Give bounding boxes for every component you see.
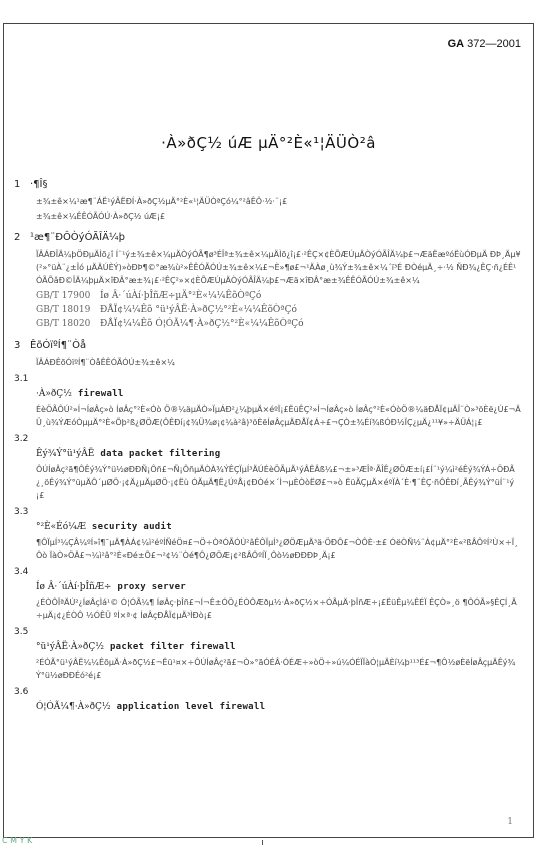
term-name: ·À»ðÇ½ xyxy=(36,389,72,399)
standard-code: 372—2001 xyxy=(467,38,521,50)
section-title: ·¶Î§ xyxy=(30,179,48,190)
term-number: 3.1 xyxy=(14,374,29,384)
term-number: 3.3 xyxy=(14,507,29,517)
reference-item xyxy=(14,317,522,331)
term-entry xyxy=(14,388,522,401)
term-definition: ÔÚÍøÂç²ã¶ÔÊý¾Ý°ü½øÐÐÑ¡Ôñ£¬Ñ¡ÔñµÄÒÀ¾ÝÊÇÏµÍ³ÄÚÉèÖÃµÄ¹ýÂËÂß¼£¬±»³ÆÎª·ÃÎÊ¿ØÖÆ±í¡£Í¨¹ý¼ì²éÊý¾ÝÁ÷ÖÐÃ¿¸öÊý¾Ý°üµÄÔ´µØÖ·¡¢Ä¿µÄµØÖ·¡¢Ëù ÓÃµÄ¶Ë¿ÚºÅ¡¢ÐÒé×´Ì¬µÈÒòËØ£¬»ò ËüÃÇµÄ×éºÏÀ´È·¶¨ÊÇ·ñÔÊÐí¸ÃÊý¾Ý°üÍ¨¹ý¡£ xyxy=(36,465,515,500)
reference-code: GB/T 17900 xyxy=(36,291,91,301)
term-number: 3.2 xyxy=(14,434,29,444)
term-definition: ²ÉÓÃ°ü¹ýÂË¼¼ÊõµÄ·À»ðÇ½£¬Ëü¹¤×÷ÔÚÍøÂç²ã£¬Ò»°ãÓÉÂ·ÓÉÆ÷»òÖ÷»ú¼ÓÉÏÏàÓ¦µÄÈí¼þ¹¹³É£¬¶Ô½øÈëÍøÂçµÄÊý¾Ý°ü½øÐÐÉó²é¡£ xyxy=(36,658,516,680)
paragraph: ÏÂÁÐÊõÓïºÍ¶¨ÒåÊÊÓÃÓÚ±¾±ê×¼ xyxy=(36,358,175,367)
document-body xyxy=(14,170,522,716)
term-english: packet filter firewall xyxy=(109,642,236,652)
term-number: 3.6 xyxy=(14,687,29,697)
reference-item xyxy=(14,303,522,317)
paragraph: ±¾±ê×¼¹æ¶¨ÁË¹ýÂËÐÍ·À»ðÇ½µÄ°²È«¹¦ÄÜÒªÇó¼°²âÊÔ·½·¨¡£ xyxy=(36,197,288,206)
reference-item xyxy=(14,289,522,303)
registration-mark xyxy=(262,840,263,845)
page-number: 1 xyxy=(507,817,513,827)
section-title: ÊõÓïºÍ¶¨Òå xyxy=(30,340,87,351)
reference-title: Íø Â·´úÀí·þÎñÆ÷µÄ°²È«¼¼ÊõÒªÇó xyxy=(100,291,262,301)
term-name: Êý¾Ý°ü¹ýÂË xyxy=(36,449,95,459)
term-name: Ó¦ÓÃ¼¶·À»ðÇ½ xyxy=(36,702,111,712)
term-entry xyxy=(14,521,522,534)
paragraph: ÏÂÁÐÎÄ¼þÖÐµÄÌõ¿î Í¨¹ý±¾±ê×¼µÄÒýÓÃ¶ø³ÉÎª±¾±ê×¼µÄÌõ¿î¡£·²ÊÇ×¢ÈÕÆÚµÄÒýÓÃÎÄ¼þ£¬ÆäËæºóËùÓÐµÄ ÐÞ¸Äµ¥(²»°üÀ¨¿±Îó µÄÄÚÈÝ)»òÐÞ¶©°æ¾ù²»ÊÊÓÃÓÚ±¾±ê×¼£¬È»¶ø£¬¹ÄÀø¸ù¾Ý±¾±ê×¼´ï³É ÐÒéµÄ¸÷·½ ÑÐ¾¿ÊÇ·ñ¿ÉÊ¹ÓÃÕâÐ©ÎÄ¼þµÄ×îÐÂ°æ±¾¡£·²ÊÇ²»×¢ÈÕÆÚµÄÒýÓÃÎÄ¼þ£¬Æä×îÐÂ°æ±¾ÊÊÓÃÓÚ±¾±ê×¼ xyxy=(36,250,521,285)
term-english: data packet filtering xyxy=(100,449,221,459)
term-english: application level firewall xyxy=(116,702,266,712)
term-number: 3.4 xyxy=(14,567,29,577)
section-heading xyxy=(14,178,522,191)
term-entry xyxy=(14,448,522,461)
standard-number xyxy=(448,38,521,50)
term-english: proxy server xyxy=(117,582,187,592)
section-number: 3 xyxy=(14,340,21,351)
term-english: security audit xyxy=(91,522,172,532)
paragraph: ±¾±ê×¼ÊÊÓÃÓÚ·À»ðÇ½ úÆ¡£ xyxy=(36,212,166,221)
reference-code: GB/T 18019 xyxy=(36,305,91,315)
reference-title: ÐÅÏ¢¼¼Êõ °ü¹ýÂË·À»ðÇ½°²È«¼¼ÊõÒªÇó xyxy=(100,305,297,315)
term-name: Íø Â·´úÀí·þÎñÆ÷ xyxy=(36,582,112,592)
term-number: 3.5 xyxy=(14,627,29,637)
term-entry xyxy=(14,701,522,714)
term-definition: ÉèÖÃÔÚ²»Í¬ÍøÂç»ò ÍøÂç°²È«Óò Ö®¼äµÄÒ»ÏµÁÐ²¿¼þµÄ×éºÏ¡£ËüÊÇ²»Í¬ÍøÂç»ò ÍøÂç°²È«ÓòÖ®¼äÐÅÏ¢µÄÎ¨Ò»³öÈë¿Ú£¬ÄÜ¸ù¾ÝÆóÒµµÄ°²È«Õþ²ß¿ØÖÆ(ÔÊÐí¡¢¾Ü¾ø¡¢¼à²â)³öÈëÍøÂçµÄÐÅÏ¢Á÷£¬ÇÒ±¾Éí¾ßÓÐ½ÏÇ¿µÄ¿¹¹¥»÷ÄÜÁ¦¡£ xyxy=(36,405,521,427)
section-number: 1 xyxy=(14,179,21,190)
term-english: firewall xyxy=(77,389,124,399)
term-entry xyxy=(14,581,522,594)
term-entry xyxy=(14,641,522,654)
term-name: °ü¹ýÂË·À»ðÇ½ xyxy=(36,642,104,652)
document-page xyxy=(3,23,534,838)
reference-code: GB/T 18020 xyxy=(36,319,91,329)
term-name: °²È«Éó¼Æ xyxy=(36,522,86,532)
document-title: ·À»ðÇ½ úÆ µÄ°²È«¹¦ÄÜÒ²â xyxy=(161,134,376,152)
term-definition: ¿ÉÒÔÎªÄÚ²¿ÍøÂçÌá¹© Ó¦ÓÃ¼¶ ÍøÂç·þÎñ£¬Í¬Ê±ÓÖ¿ÉÒÔÆðµ½·À»ðÇ½×÷ÓÃµÄ·þÎñÆ÷¡£ËüÊµ¼ÊÉÏ ÊÇÒ»¸ö ¶ÔÓÃ»§ÊÇÍ¸Ã÷µÄ¡¢¿ÉÒÔ ½ÓÊÜ ºÍ×ª·¢ ÍøÂçÐÅÏ¢µÄ³ÌÐò¡£ xyxy=(36,598,517,620)
standard-prefix: GA xyxy=(447,38,465,50)
reference-title: ÐÅÏ¢¼¼Êõ Ó¦ÓÃ¼¶·À»ðÇ½°²È«¼¼ÊõÒªÇó xyxy=(100,319,304,329)
section-heading xyxy=(14,339,522,352)
section-title: ¹æ¶¨ÐÔÒýÓÃÎÄ¼þ xyxy=(30,232,125,243)
term-definition: ¶ÔÏµÍ³¼ÇÂ¼ºÍ»î¶¯µÄ¶ÀÁ¢¼ì²éºÍÑéÖ¤£¬Ö÷ÒªÓÃÓÚ²âÊÔÏµÍ³¿ØÖÆµÄ³ä·ÖÐÔ£¬ÒÔÈ·±£ ÓëÒÑ½¨Á¢µÄ°²È«²ßÂÔºÍ²Ù×÷Ï¸Ôò ÏàÒ»ÖÂ£¬¼ì²â°²È«Ðé±Õ£¬²¢½¨Òé¶Ô¿ØÖÆ¡¢²ßÂÔºÍÏ¸Ôò½øÐÐÐÞ¸Ä¡£ xyxy=(36,538,519,560)
section-number: 2 xyxy=(14,232,21,243)
print-color-marks: C M Y K xyxy=(2,836,33,845)
section-heading xyxy=(14,231,522,244)
